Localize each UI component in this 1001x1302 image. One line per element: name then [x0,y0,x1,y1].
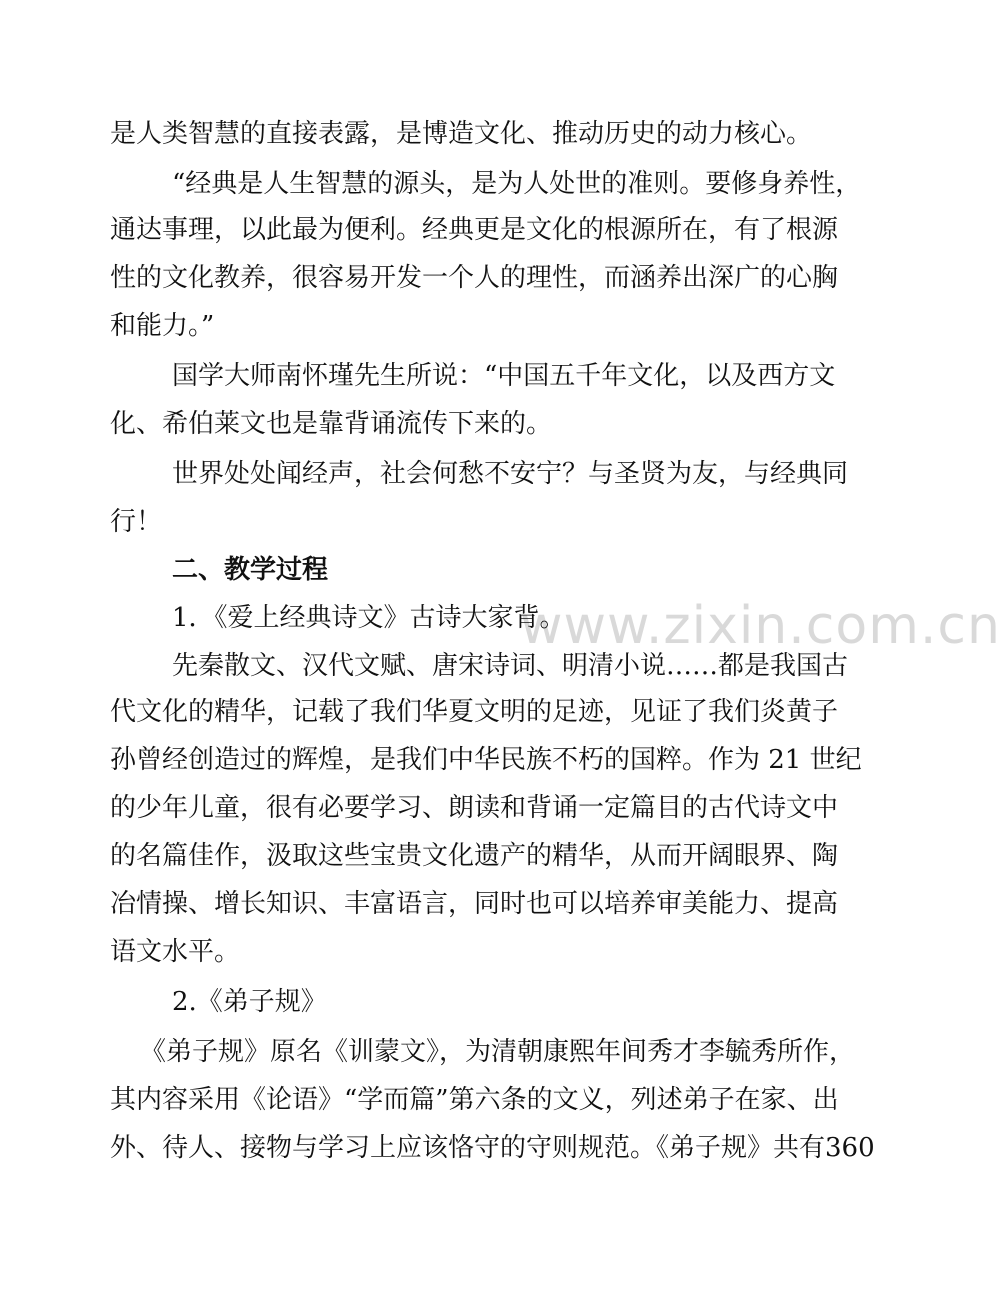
paragraph-line: 性的文化教养，很容易开发一个人的理性，而涵养出深广的心胸 [110,263,839,293]
paragraph-line: 行！ [110,507,163,537]
paragraph-line: “经典是人生智慧的源头，是为人处世的准则。要修身养性， [172,169,862,199]
section-heading: 二、教学过程 [172,555,329,585]
subsection-title: 1．《爱上经典诗文》古诗大家背。 [172,603,566,633]
paragraph-line: 其内容采用《论语》“学而篇”第六条的文义，列述弟子在家、出 [110,1085,839,1115]
paragraph-line: 的少年儿童，很有必要学习、朗读和背诵一定篇目的古代诗文中 [110,793,839,823]
paragraph-line: 和能力。” [110,311,215,341]
paragraph-line: 先秦散文、汉代文赋、唐宋诗词、明清小说……都是我国古 [172,651,849,681]
subsection-title: 2.《弟子规》 [172,987,327,1017]
watermark: www.zixin.com.cn [520,596,1001,656]
paragraph-line: 是人类智慧的直接表露，是博造文化、推动历史的动力核心。 [110,119,813,149]
paragraph-line: 通达事理，以此最为便利。经典更是文化的根源所在，有了根源 [110,215,839,245]
paragraph-line: 世界处处闻经声，社会何愁不安宁？与圣贤为友，与经典同 [172,459,849,489]
paragraph-line: 外、待人、接物与学习上应该恪守的守则规范。《弟子规》共有360 [110,1133,875,1163]
paragraph-line: 的名篇佳作，汲取这些宝贵文化遗产的精华，从而开阔眼界、陶 [110,841,839,871]
paragraph-line: 国学大师南怀瑾先生所说：“中国五千年文化，以及西方文 [172,361,836,391]
paragraph-line: 《弟子规》原名《训蒙文》，为清朝康熙年间秀才李毓秀所作， [140,1037,856,1067]
paragraph-line: 代文化的精华，记载了我们华夏文明的足迹，见证了我们炎黄子 [110,697,839,727]
paragraph-line: 语文水平。 [110,937,241,967]
paragraph-line: 化、希伯莱文也是靠背诵流传下来的。 [110,409,553,439]
paragraph-line: 孙曾经创造过的辉煌，是我们中华民族不朽的国粹。作为 21 世纪 [110,745,862,775]
paragraph-line: 冶情操、增长知识、丰富语言，同时也可以培养审美能力、提高 [110,889,839,919]
